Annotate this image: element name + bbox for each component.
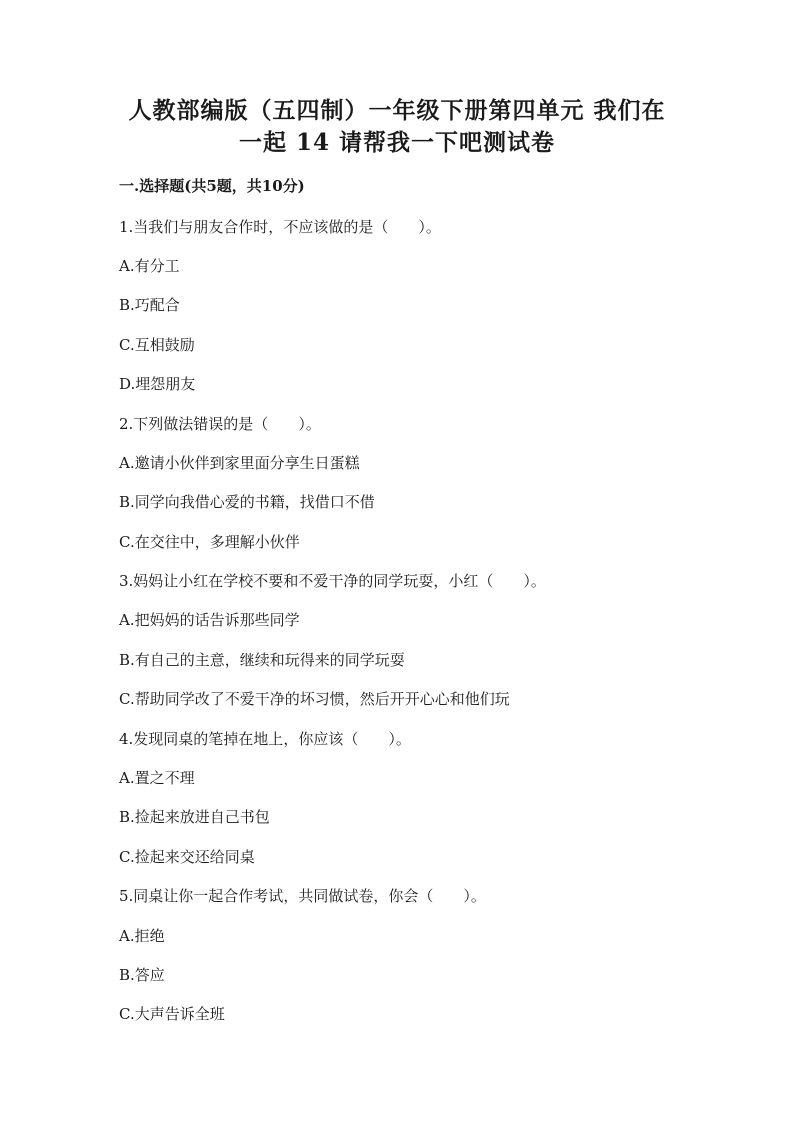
question-1-option-b: B.巧配合: [119, 296, 180, 314]
question-5-option-c: C.大声告诉全班: [119, 1005, 225, 1023]
question-5-option-b: B.答应: [119, 966, 165, 984]
question-1-option-d: D.埋怨朋友: [119, 375, 196, 393]
question-3-option-a: A.把妈妈的话告诉那些同学: [119, 611, 300, 629]
question-1-stem: 1.当我们与朋友合作时，不应该做的是（ ）。: [119, 218, 441, 236]
question-4-option-b: B.捡起来放进自己书包: [119, 808, 270, 826]
question-2-stem: 2.下列做法错误的是（ ）。: [119, 415, 321, 433]
question-2-option-a: A.邀请小伙伴到家里面分享生日蛋糕: [119, 454, 360, 472]
question-2-option-c: C.在交往中，多理解小伙伴: [119, 533, 300, 551]
question-5-stem: 5.同桌让你一起合作考试，共同做试卷，你会（ ）。: [119, 887, 486, 905]
question-4-option-c: C.捡起来交还给同桌: [119, 848, 255, 866]
question-4-option-a: A.置之不理: [119, 769, 195, 787]
question-4-stem: 4.发现同桌的笔掉在地上，你应该（ ）。: [119, 730, 411, 748]
question-2-option-b: B.同学向我借心爱的书籍，找借口不借: [119, 493, 375, 511]
question-1-option-c: C.互相鼓励: [119, 336, 195, 354]
question-3-stem: 3.妈妈让小红在学校不要和不爱干净的同学玩耍，小红（ ）。: [119, 572, 546, 590]
page-title-line-1: 人教部编版（五四制）一年级下册第四单元 我们在: [128, 97, 666, 124]
section-heading: 一.选择题(共5题，共10分): [119, 177, 305, 195]
question-1-option-a: A.有分工: [119, 257, 180, 275]
page-title-line-2: 一起 14 请帮我一下吧测试卷: [238, 129, 556, 156]
question-3-option-c: C.帮助同学改了不爱干净的坏习惯，然后开开心心和他们玩: [119, 690, 510, 708]
question-5-option-a: A.拒绝: [119, 927, 165, 945]
question-3-option-b: B.有自己的主意，继续和玩得来的同学玩耍: [119, 651, 405, 669]
